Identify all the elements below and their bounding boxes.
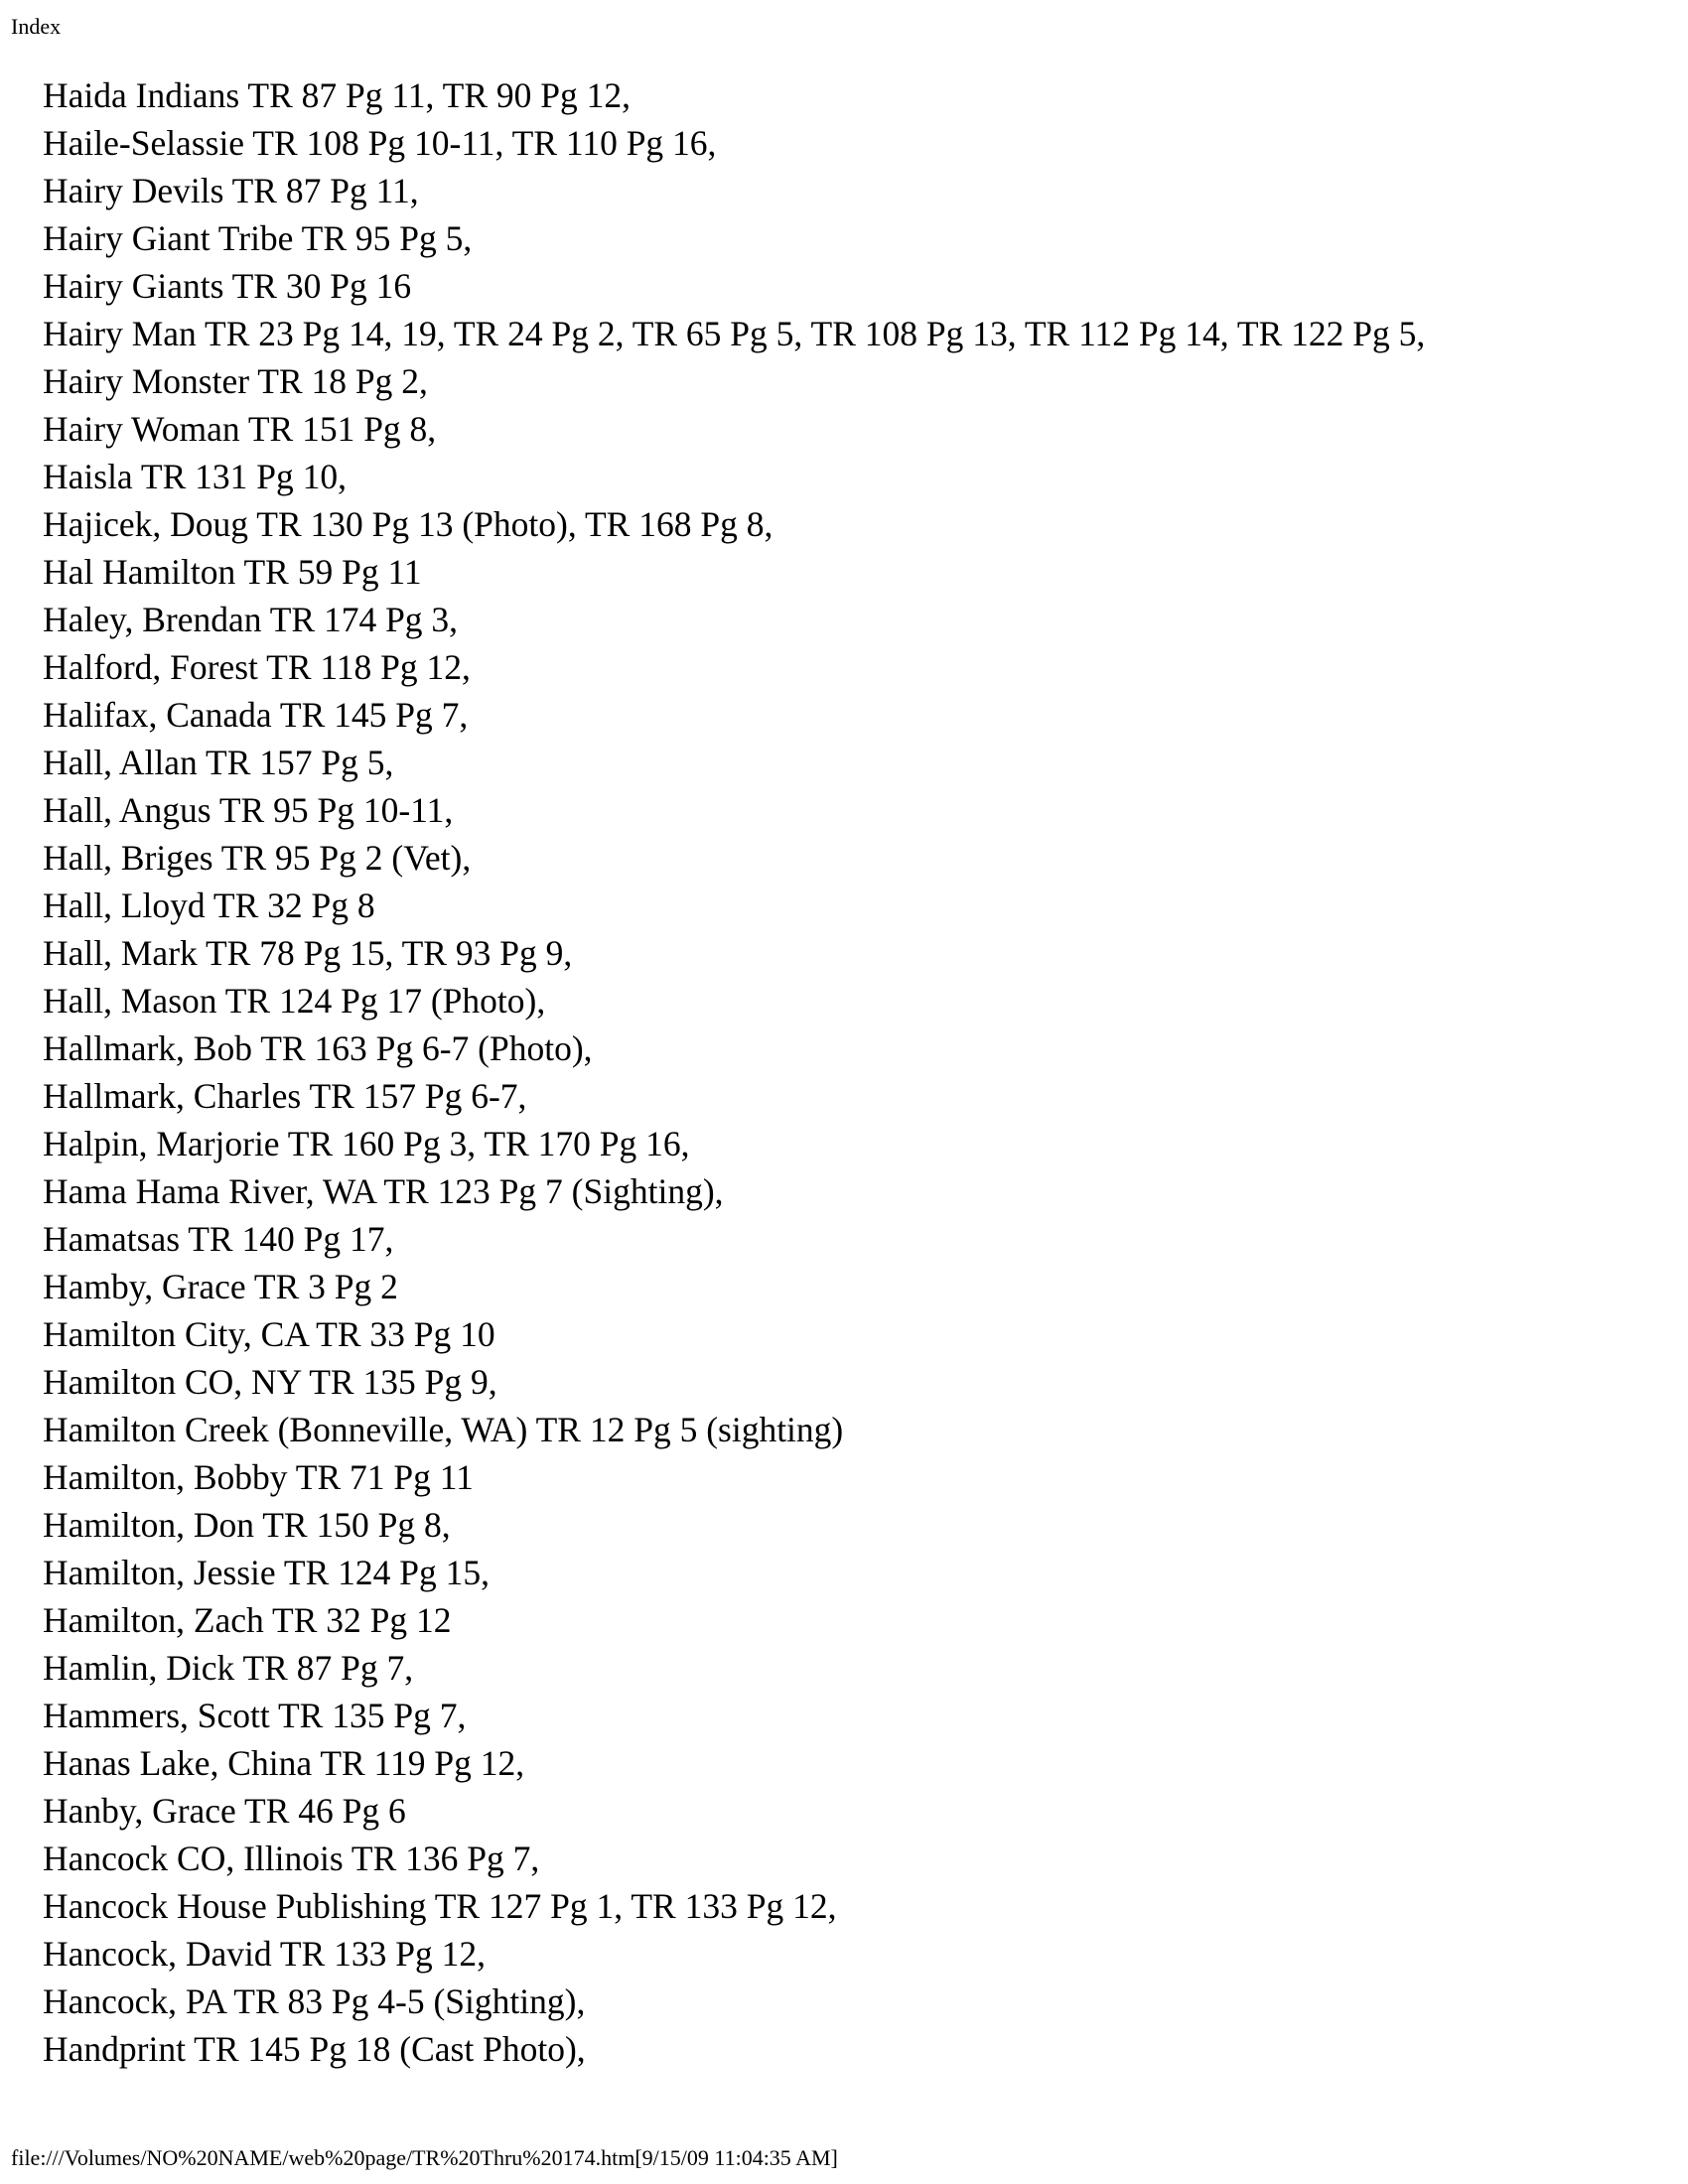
index-entry: Haisla TR 131 Pg 10, [43,457,348,496]
index-entry: Hama Hama River, WA TR 123 Pg 7 (Sighting), [43,1171,724,1211]
index-entry: Handprint TR 145 Pg 18 (Cast Photo), [43,2029,586,2069]
index-entry: Halifax, Canada TR 145 Pg 7, [43,695,469,735]
index-entry: Hairy Man TR 23 Pg 14, 19, TR 24 Pg 2, TR 65 Pg 5, TR 108 Pg 13, TR 112 Pg 14, TR 122 Pg 5, [43,314,1426,353]
index-entry-list [43,71,1425,2073]
index-entry: Hall, Allan TR 157 Pg 5, [43,743,394,782]
index-entry: Haida Indians TR 87 Pg 11, TR 90 Pg 12, [43,75,632,115]
page-footer-url: file:///Volumes/NO%20NAME/web%20page/TR%20Thru%20174.htm[9/15/09 11:04:35 AM] [11,2145,838,2170]
index-entry: Hajicek, Doug TR 130 Pg 13 (Photo), TR 168 Pg 8, [43,504,774,544]
page-header-title: Index [11,14,62,39]
index-entry: Hall, Lloyd TR 32 Pg 8 [43,886,375,925]
index-entry: Hancock, David TR 133 Pg 12, [43,1934,487,1974]
index-entry: Hancock House Publishing TR 127 Pg 1, TR 133 Pg 12, [43,1886,837,1926]
index-entry: Haley, Brendan TR 174 Pg 3, [43,600,459,639]
index-entry: Hammers, Scott TR 135 Pg 7, [43,1696,467,1735]
index-entry: Hairy Giants TR 30 Pg 16 [43,266,412,306]
index-entry: Hairy Devils TR 87 Pg 11, [43,171,419,210]
index-entry: Hancock CO, Illinois TR 136 Pg 7, [43,1839,540,1878]
index-entry: Hallmark, Bob TR 163 Pg 6-7 (Photo), [43,1028,593,1068]
index-entry: Hamilton City, CA TR 33 Pg 10 [43,1314,495,1354]
index-entry: Hamby, Grace TR 3 Pg 2 [43,1267,398,1306]
index-entry: Hall, Mason TR 124 Pg 17 (Photo), [43,981,546,1021]
index-entry: Halpin, Marjorie TR 160 Pg 3, TR 170 Pg 16, [43,1124,690,1163]
index-entry: Hal Hamilton TR 59 Pg 11 [43,552,422,592]
index-entry: Hanas Lake, China TR 119 Pg 12, [43,1743,525,1783]
index-entry: Hamatsas TR 140 Pg 17, [43,1219,394,1259]
index-entry: Hall, Mark TR 78 Pg 15, TR 93 Pg 9, [43,933,573,973]
index-entry: Hanby, Grace TR 46 Pg 6 [43,1791,406,1831]
index-entry: Hairy Woman TR 151 Pg 8, [43,409,437,449]
index-entry: Hamilton CO, NY TR 135 Pg 9, [43,1362,497,1402]
index-entry: Hall, Angus TR 95 Pg 10-11, [43,790,454,830]
index-entry: Hancock, PA TR 83 Pg 4-5 (Sighting), [43,1981,586,2021]
index-entry: Hamilton Creek (Bonneville, WA) TR 12 Pg 5 (sighting) [43,1410,844,1449]
index-entry: Hairy Monster TR 18 Pg 2, [43,361,428,401]
index-entry: Hamilton, Don TR 150 Pg 8, [43,1505,451,1545]
index-entry: Haile-Selassie TR 108 Pg 10-11, TR 110 Pg 16, [43,123,717,163]
index-entry: Hamilton, Jessie TR 124 Pg 15, [43,1553,491,1592]
index-entry: Halford, Forest TR 118 Pg 12, [43,647,471,687]
index-entry: Hamilton, Bobby TR 71 Pg 11 [43,1457,474,1497]
index-entry: Hall, Briges TR 95 Pg 2 (Vet), [43,838,472,878]
index-entry: Hamlin, Dick TR 87 Pg 7, [43,1648,414,1688]
index-entry: Hairy Giant Tribe TR 95 Pg 5, [43,218,473,258]
index-entry: Hamilton, Zach TR 32 Pg 12 [43,1600,452,1640]
index-entry: Hallmark, Charles TR 157 Pg 6-7, [43,1076,527,1116]
